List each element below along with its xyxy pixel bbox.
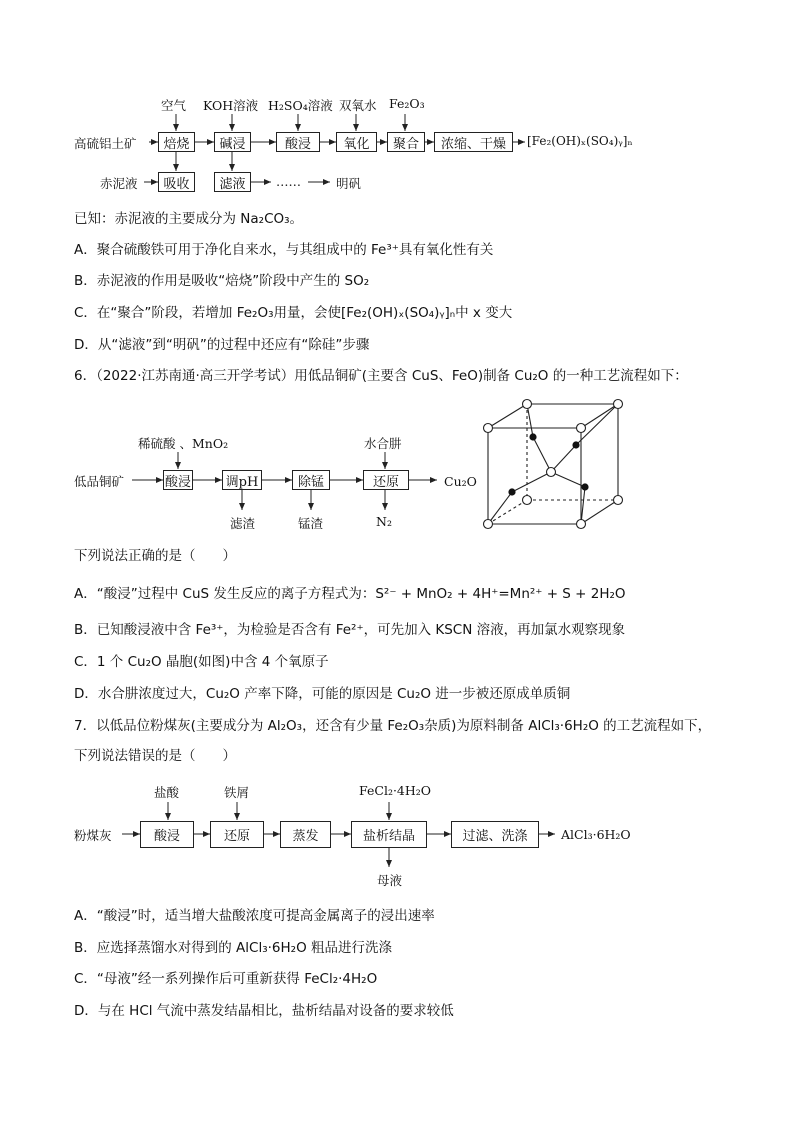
reagent-label: FeCl₂·4H₂O: [359, 783, 432, 798]
step-box-absorb: 吸收: [158, 172, 195, 192]
reagent-label: KOH溶液: [203, 98, 259, 113]
step-box-salting-out: 盐析结晶: [351, 821, 427, 848]
reagent-label: 铁屑: [224, 785, 250, 800]
cu2o-unit-cell-diagram: [484, 400, 623, 529]
step-box-filtrate: 滤液: [214, 172, 251, 192]
option-a: A．聚合硫酸铁可用于净化自来水，与其组成中的 Fe³⁺具有氧化性有关: [74, 242, 494, 258]
start-material: 粉煤灰: [74, 828, 112, 843]
output-label: 滤渣: [230, 516, 256, 531]
step-box-polymerize: 聚合: [387, 132, 425, 152]
step-box-acid-leach: 酸浸: [276, 132, 320, 152]
option-b: B．应选择蒸馏水对得到的 AlCl₃·6H₂O 粗品进行洗涤: [74, 940, 392, 956]
inner-atom: [508, 488, 515, 495]
question-ask: 下列说法正确的是（ ）: [74, 548, 236, 564]
reagent-label: H₂SO₄溶液: [268, 98, 333, 113]
alum-label: 明矾: [336, 176, 362, 191]
inner-atom: [529, 433, 536, 440]
center-atom: [547, 468, 556, 477]
option-a: A．“酸浸”时，适当增大盐酸浓度可提高金属离子的浸出速率: [74, 908, 435, 924]
reagent-label: Fe₂O₃: [389, 96, 425, 111]
step-box-acid-leach: 酸浸: [163, 470, 193, 490]
step-box-acid-leach: 酸浸: [140, 821, 194, 848]
option-c: C．1 个 Cu₂O 晶胞(如图)中含 4 个氧原子: [74, 654, 329, 670]
option-d: D．从“滤液”到“明矾”的过程中还应有“除硅”步骤: [74, 337, 370, 353]
ellipsis-label: ……: [276, 174, 301, 189]
output-label: 锰渣: [298, 516, 324, 531]
start-material: 高硫铝土矿: [74, 136, 137, 151]
corner-atom: [523, 400, 532, 409]
product-label: Cu₂O: [444, 474, 477, 489]
option-d: D．与在 HCl 气流中蒸发结晶相比，盐析结晶对设备的要求较低: [74, 1003, 454, 1019]
step-box-filter-wash: 过滤、洗涤: [451, 821, 539, 848]
option-c: C．“母液”经一系列操作后可重新获得 FeCl₂·4H₂O: [74, 971, 378, 987]
question-stem: 6．（2022·江苏南通·高三开学考试）用低品铜矿(主要含 CuS、FeO)制备 Cu₂O 的一种工艺流程如下：: [74, 368, 688, 384]
corner-atom: [577, 424, 586, 433]
corner-atom: [484, 520, 493, 529]
option-b: B．已知酸浸液中含 Fe³⁺，为检验是否含有 Fe²⁺，可先加入 KSCN 溶液，再加氯水观察现象: [74, 622, 626, 638]
option-d: D．水合肼浓度过大，Cu₂O 产率下降，可能的原因是 Cu₂O 进一步被还原成单质铜: [74, 686, 571, 702]
question-ask: 下列说法错误的是（ ）: [74, 748, 236, 764]
side-input-label: 赤泥液: [100, 176, 138, 191]
step-box-concentrate-dry: 浓缩、干燥: [434, 132, 513, 152]
output-label: N₂: [376, 514, 392, 529]
known-info: 已知：赤泥液的主要成分为 Na₂CO₃。: [74, 211, 304, 227]
corner-atom: [577, 520, 586, 529]
corner-atom: [484, 424, 493, 433]
reagent-label: 稀硫酸 、MnO₂: [138, 436, 229, 451]
corner-atom: [614, 496, 623, 505]
inner-atom: [572, 441, 579, 448]
reagent-label: 水合肼: [364, 436, 402, 451]
question-stem: 7．以低品位粉煤灰(主要成分为 Al₂O₃，还含有少量 Fe₂O₃杂质)为原料制备 AlCl₃·6H₂O 的工艺流程如下，: [74, 718, 712, 734]
reagent-label: 盐酸: [154, 785, 180, 800]
product-label: AlCl₃·6H₂O: [561, 827, 631, 842]
step-box-alkali-leach: 碱浸: [214, 132, 251, 152]
option-a: A．“酸浸”过程中 CuS 发生反应的离子方程式为：S²⁻ + MnO₂ + 4H⁺=Mn²⁺ + S + 2H₂O: [74, 586, 626, 602]
corner-atom: [523, 496, 532, 505]
step-box-evaporate: 蒸发: [280, 821, 331, 848]
output-label: 母液: [377, 873, 403, 888]
corner-atom: [614, 400, 623, 409]
reagent-label: 空气: [161, 98, 187, 113]
step-box-oxidize: 氧化: [336, 132, 377, 152]
step-box-adjust-ph: 调pH: [222, 470, 262, 490]
product-label: [Fe₂(OH)ₓ(SO₄)ᵧ]ₙ: [527, 134, 633, 148]
option-b: B．赤泥液的作用是吸收“焙烧”阶段中产生的 SO₂: [74, 273, 370, 289]
reagent-label: 双氧水: [339, 98, 377, 113]
step-box-reduce: 还原: [363, 470, 409, 490]
step-box-remove-mn: 除锰: [292, 470, 330, 490]
step-box-reduce: 还原: [210, 821, 264, 848]
step-box-roast: 焙烧: [158, 132, 195, 152]
option-c: C．在“聚合”阶段，若增加 Fe₂O₃用量，会使[Fe₂(OH)ₓ(SO₄)ᵧ]ₙ中 x 变大: [74, 305, 513, 321]
inner-atom: [581, 483, 588, 490]
start-material: 低品铜矿: [74, 474, 125, 489]
